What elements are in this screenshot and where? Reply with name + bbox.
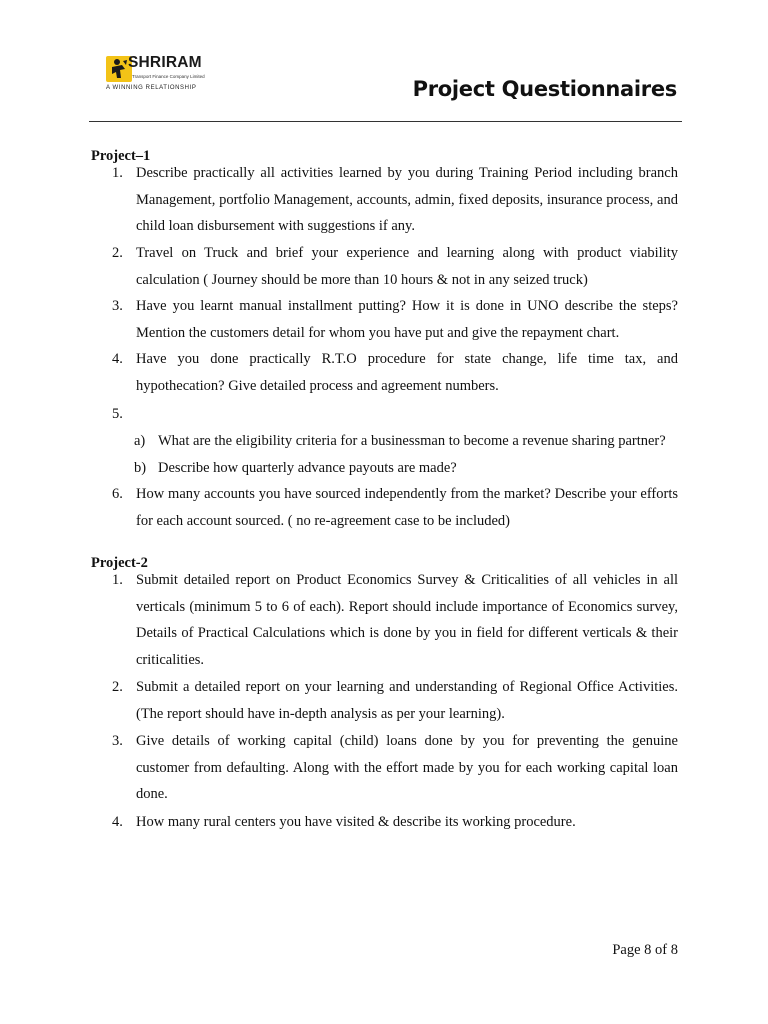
list-number: 1. [112,165,123,181]
sub-list-letter: a) [134,433,146,449]
section-title-project-2: Project-2 [91,555,148,571]
company-logo [104,50,216,98]
list-number: 3. [112,733,123,749]
list-number: 3. [112,298,123,314]
list-number: 6. [112,486,123,502]
list-text: Have you learnt manual installment putting? How it is done in UNO describe the steps? Mention the customers detail for whom you have put and give the repayment chart. [136,298,678,341]
list-item [112,809,678,836]
list-item [112,240,678,293]
sub-list-item [134,431,678,451]
list-number: 5. [112,406,123,422]
page-number: Page 8 of 8 [612,942,678,958]
sub-list-text: Describe how quarterly advance payouts are made? [158,460,457,476]
list-item [112,160,678,240]
list-text: Describe practically all activities learned by you during Training Period including branch Management, portfolio Management, accounts, admin, fixed deposits, insurance process, and child loan disbursement with suggestions if any. [136,165,678,234]
list-item [112,674,678,727]
list-text: Travel on Truck and brief your experience and learning along with product viability calculation ( Journey should be more than 10 hours & not in any seized truck) [136,245,678,288]
sub-list-letter: b) [134,460,147,476]
list-number: 2. [112,679,123,695]
list-item [112,728,678,808]
sub-list-text: What are the eligibility criteria for a businessman to become a revenue sharing partner? [158,433,666,449]
list-item [112,481,678,534]
logo-tagline: A WINNING RELATIONSHIP [106,85,197,91]
list-number: 4. [112,814,123,830]
sub-list-item [134,458,678,478]
list-text: Give details of working capital (child) loans done by you for preventing the genuine customer from defaulting. Along with the effort made by you for each working capital loan done. [136,733,678,802]
list-item [112,346,678,399]
list-text: How many accounts you have sourced independently from the market? Describe your efforts for each account sourced. ( no re-agreement case to be included) [136,486,678,529]
list-text: Submit a detailed report on your learning and understanding of Regional Office Activities. (The report should have in-depth analysis as per your learning). [136,679,678,722]
list-number: 1. [112,572,123,588]
list-text: How many rural centers you have visited & describe its working procedure. [136,814,576,830]
logo-name: SHRIRAM [128,54,202,71]
section-title-project-1: Project–1 [91,148,151,164]
header-divider [89,121,682,122]
list-item [112,293,678,346]
page-title: Project Questionnaires [412,77,677,101]
list-number: 2. [112,245,123,261]
logo-subtitle: Transport Finance Company Limited [132,74,205,79]
list-text: Have you done practically R.T.O procedure for state change, life time tax, and hypothecation? Give detailed process and agreement numbers. [136,351,678,394]
list-text: Submit detailed report on Product Economics Survey & Criticalities of all vehicles in all verticals (minimum 5 to 6 of each). Report should include importance of Economics survey, Details of Practical Calculations which is done by you in field for different verticals & their criticalities. [136,572,678,668]
list-item [112,567,678,673]
list-number: 4. [112,351,123,367]
